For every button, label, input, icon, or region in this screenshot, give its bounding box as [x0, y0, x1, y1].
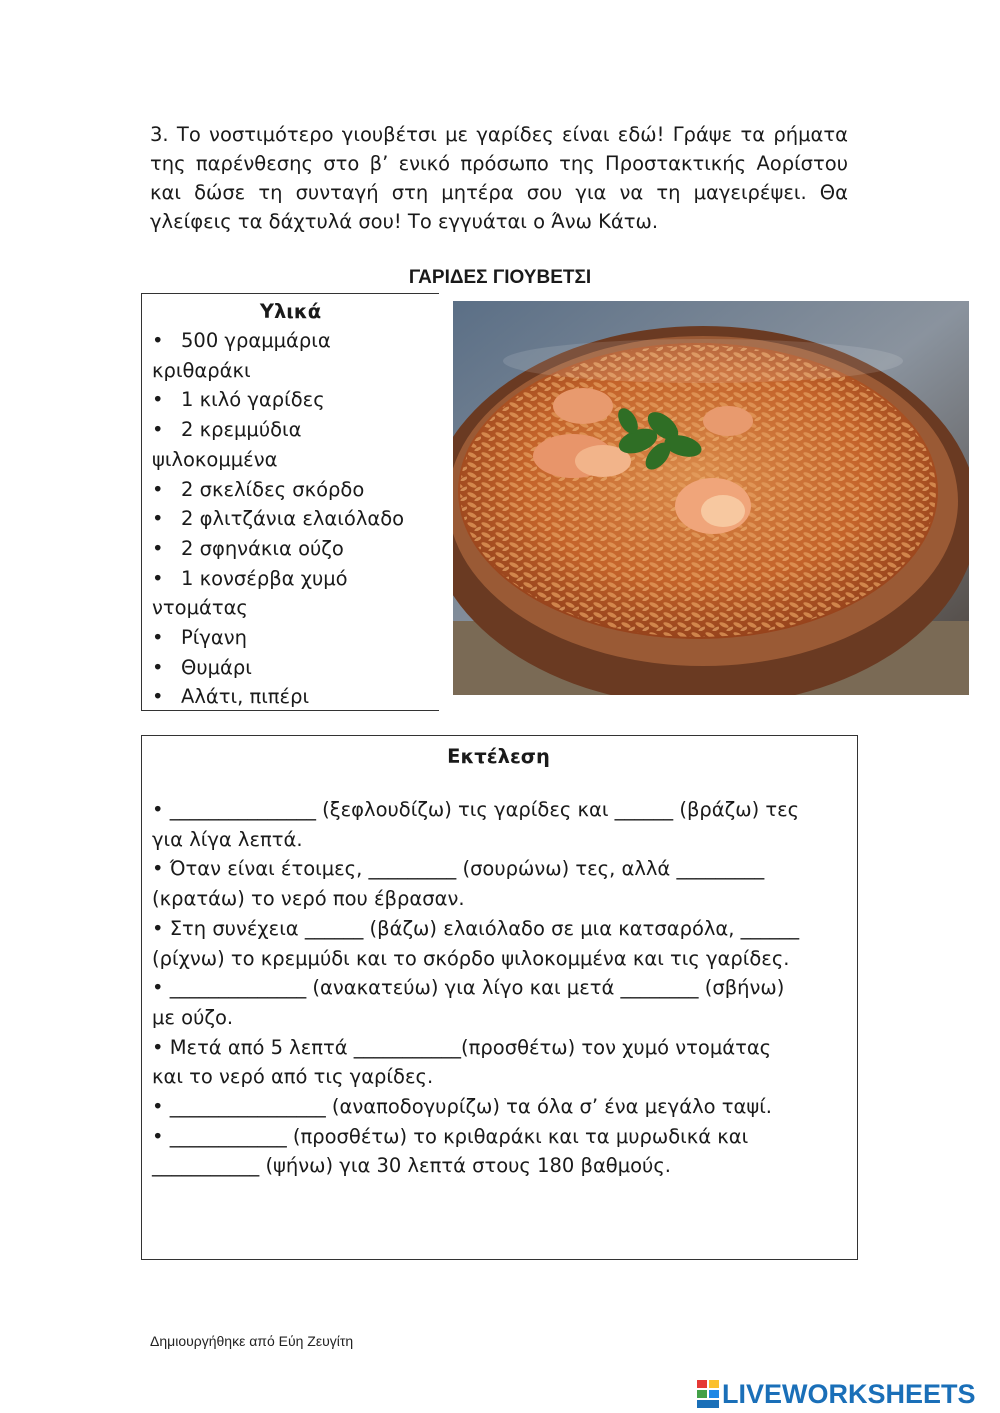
ingredients-heading: Υλικά	[259, 300, 322, 323]
recipe-title: ΓΑΡΙΔΕΣ ΓΙΟΥΒΕΤΣΙ	[408, 267, 592, 288]
ingredient-text: 1 κιλό γαρίδες	[181, 388, 325, 412]
bullet: •	[152, 477, 164, 501]
step-line: • Όταν είναι έτοιμες, _________ (σουρώνω) τες, αλλά _________	[152, 857, 765, 881]
ingredient-text: 2 φλιτζάνια ελαιόλαδο	[181, 507, 405, 531]
ingredient-text: ντομάτας	[152, 596, 248, 620]
giouvetsi-image	[453, 301, 969, 695]
ingredient-text: 2 κρεμμύδια	[181, 418, 302, 442]
step-line: για λίγα λεπτά.	[152, 827, 303, 851]
bullet: •	[152, 566, 164, 590]
bullet: •	[152, 388, 164, 412]
ingredient-item	[152, 534, 439, 564]
exercise-instructions: 3. Το νοστιμότερο γιουβέτσι με γαρίδες είναι εδώ! Γράψε τα ρήματα της παρένθεσης στο β’ ενικό πρόσωπο της Προστακτικής Αορίστου και δώσε τη συνταγή στη μητέρα σου για να τη μαγειρέψει. Θα γλείφεις τα δάχτυλά σου! Το εγγυάται ο Άνω Κάτω.	[150, 123, 848, 233]
ingredient-item	[152, 475, 439, 505]
ingredient-text: Ρίγανη	[181, 626, 248, 650]
bullet: •	[152, 655, 164, 679]
ingredient-item	[152, 682, 439, 712]
ingredient-item	[152, 415, 439, 474]
step-line: • Μετά από 5 λεπτά ___________(προσθέτω) τον χυμό ντομάτας	[152, 1035, 772, 1059]
ingredient-text: Αλάτι, πιπέρι	[181, 685, 310, 709]
step-line: (ρίχνω) το κρεμμύδι και το σκόρδο ψιλοκομμένα και τις γαρίδες.	[152, 946, 790, 970]
step-line: ___________ (ψήνω) για 30 λεπτά στους 180 βαθμούς.	[152, 1154, 671, 1178]
step-line: • ______________ (ανακατεύω) για λίγο και μετά ________ (σβήνω)	[152, 976, 785, 1000]
ingredient-text: 1 κονσέρβα χυμό	[181, 566, 348, 590]
ingredients-box	[141, 293, 439, 711]
ingredient-text: κριθαράκι	[152, 358, 251, 382]
ingredient-item	[152, 326, 439, 385]
step-line: • ____________ (προσθέτω) το κριθαράκι και τα μυρωδικά και	[152, 1124, 749, 1148]
step-line: • ________________ (αναποδογυρίζω) τα όλα σ’ ένα μεγάλο ταψί.	[152, 1095, 773, 1119]
step-line: (κρατάω) το νερό που έβρασαν.	[152, 887, 465, 911]
bullet: •	[152, 329, 164, 352]
instructions-box	[141, 735, 858, 1260]
instructions-heading: Εκτέλεση	[447, 745, 550, 768]
ingredient-item	[152, 623, 439, 653]
ingredient-item	[152, 653, 439, 683]
step-line: • Στη συνέχεια ______ (βάζω) ελαιόλαδο σε μια κατσαρόλα, ______	[152, 916, 800, 940]
step-line: και το νερό από τις γαρίδες.	[152, 1065, 434, 1089]
bullet: •	[152, 536, 164, 560]
brand-name: LIVEWORKSHEETS	[722, 1378, 976, 1409]
ingredients-list	[142, 326, 439, 712]
step-line: • _______________ (ξεφλουδίζω) τις γαρίδες και ______ (βράζω) τες	[152, 798, 800, 821]
ingredient-text: 2 σφηνάκια ούζο	[181, 536, 344, 560]
ingredient-item	[152, 504, 439, 534]
ingredient-text: 500 γραμμάρια	[181, 329, 331, 352]
bullet: •	[152, 418, 164, 442]
liveworksheets-icon	[697, 1380, 719, 1408]
step-line: με ούζο.	[152, 1005, 234, 1029]
ingredient-item	[152, 564, 439, 623]
ingredient-item	[152, 385, 439, 415]
bullet: •	[152, 685, 164, 709]
ingredient-text: 2 σκελίδες σκόρδο	[181, 477, 365, 501]
bullet: •	[152, 507, 164, 531]
liveworksheets-logo[interactable]	[697, 1378, 976, 1410]
ingredient-text: ψιλοκομμένα	[152, 447, 278, 471]
ingredient-text: Θυμάρι	[181, 655, 252, 679]
dish-photo	[453, 301, 969, 695]
author-credit: Δημιουργήθηκε από Εύη Ζευγίτη	[150, 1333, 354, 1349]
bullet: •	[152, 626, 164, 650]
